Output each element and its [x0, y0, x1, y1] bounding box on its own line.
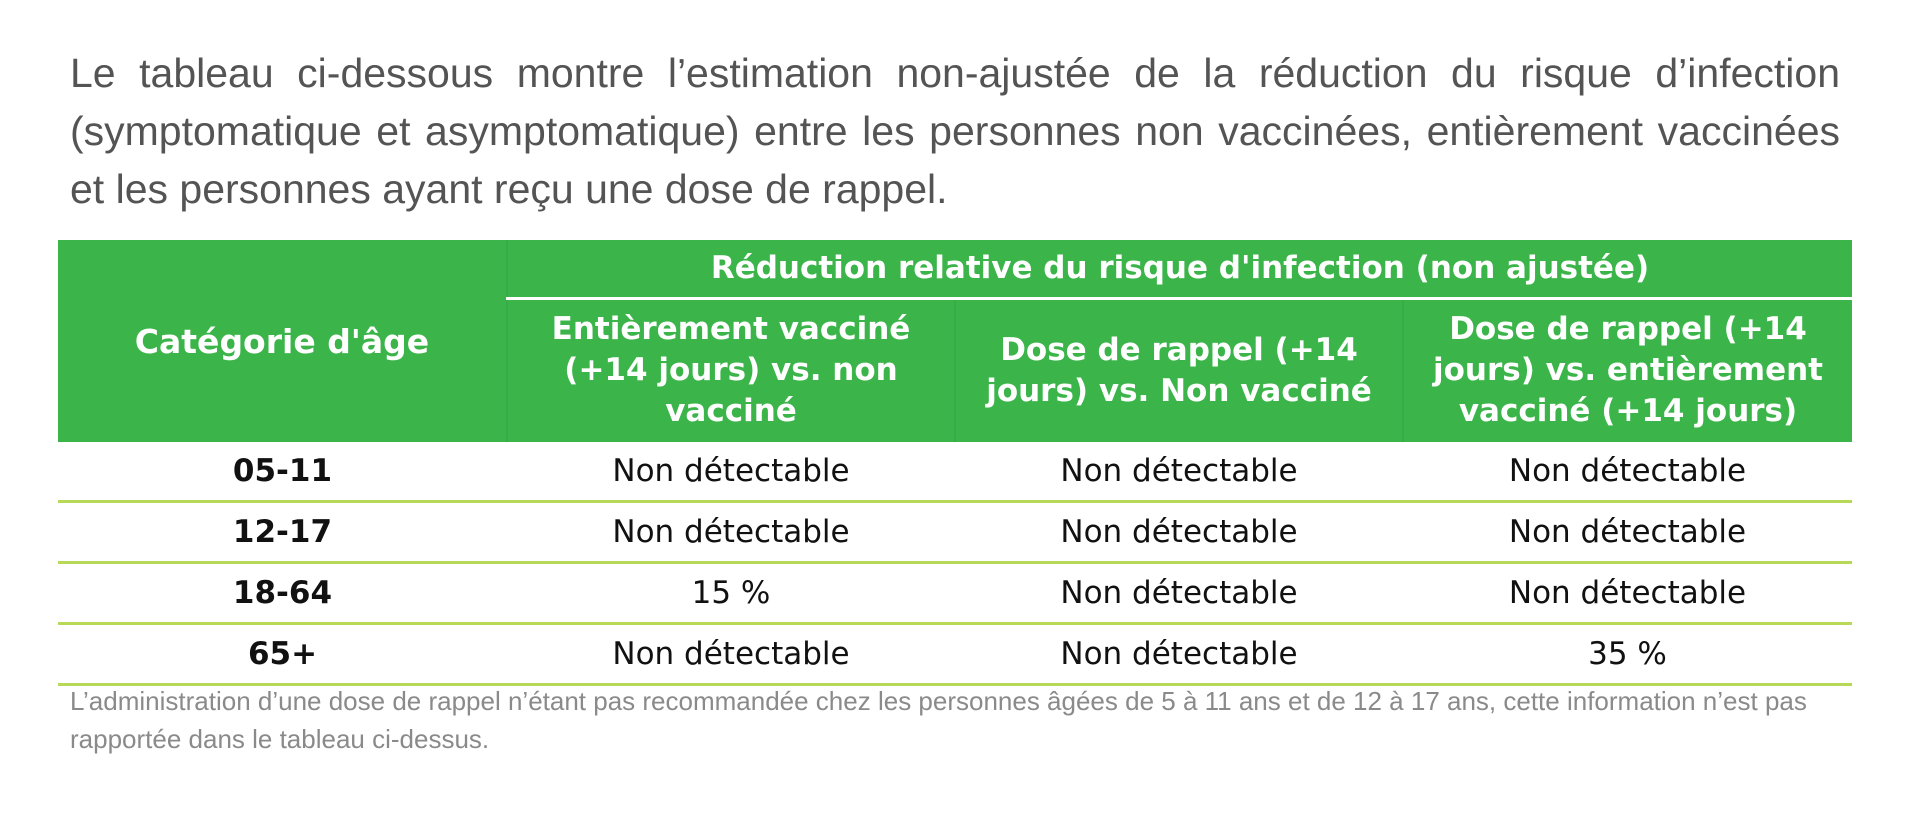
age-cell: 18-64 [58, 563, 507, 624]
table-row [58, 563, 1852, 624]
table-row [58, 624, 1852, 685]
relative-risk-group-header: Réduction relative du risque d'infection (non ajustée) [507, 240, 1852, 298]
value-cell: Non détectable [1403, 563, 1852, 624]
age-category-header: Catégorie d'âge [58, 240, 507, 442]
column-header-booster-vs-unvaccinated: Dose de rappel (+14 jours) vs. Non vacciné [955, 298, 1403, 442]
value-cell: 15 % [507, 563, 955, 624]
column-header-fully-vs-unvaccinated: Entièrement vacciné (+14 jours) vs. non vacciné [507, 298, 955, 442]
value-cell: Non détectable [1403, 502, 1852, 563]
footnote: L’administration d’une dose de rappel n’étant pas recommandée chez les personnes âgées de 5 à 11 ans et de 12 à 17 ans, cette information n’est pas rapportée dans le tableau ci-dessus. [70, 686, 1807, 754]
age-cell: 65+ [58, 624, 507, 685]
table-header-row-1 [58, 240, 1852, 298]
value-cell: Non détectable [507, 502, 955, 563]
value-cell: Non détectable [1403, 442, 1852, 502]
value-cell: Non détectable [955, 563, 1403, 624]
value-cell: Non détectable [955, 442, 1403, 502]
value-cell: Non détectable [955, 502, 1403, 563]
age-cell: 05-11 [58, 442, 507, 502]
value-cell: 35 % [1403, 624, 1852, 685]
value-cell: Non détectable [507, 442, 955, 502]
age-cell: 12-17 [58, 502, 507, 563]
risk-reduction-table [58, 240, 1852, 686]
value-cell: Non détectable [955, 624, 1403, 685]
intro-paragraph: Le tableau ci-dessous montre l’estimation non-ajustée de la réduction du risque d’infection (symptomatique et asymptomatique) entre les personnes non vaccinées, entièrement vaccinées et les personnes ayant reçu une dose de rappel. [70, 50, 1840, 212]
value-cell: Non détectable [507, 624, 955, 685]
table-row [58, 502, 1852, 563]
table-row [58, 442, 1852, 502]
column-header-booster-vs-fully: Dose de rappel (+14 jours) vs. entièrement vacciné (+14 jours) [1403, 298, 1852, 442]
